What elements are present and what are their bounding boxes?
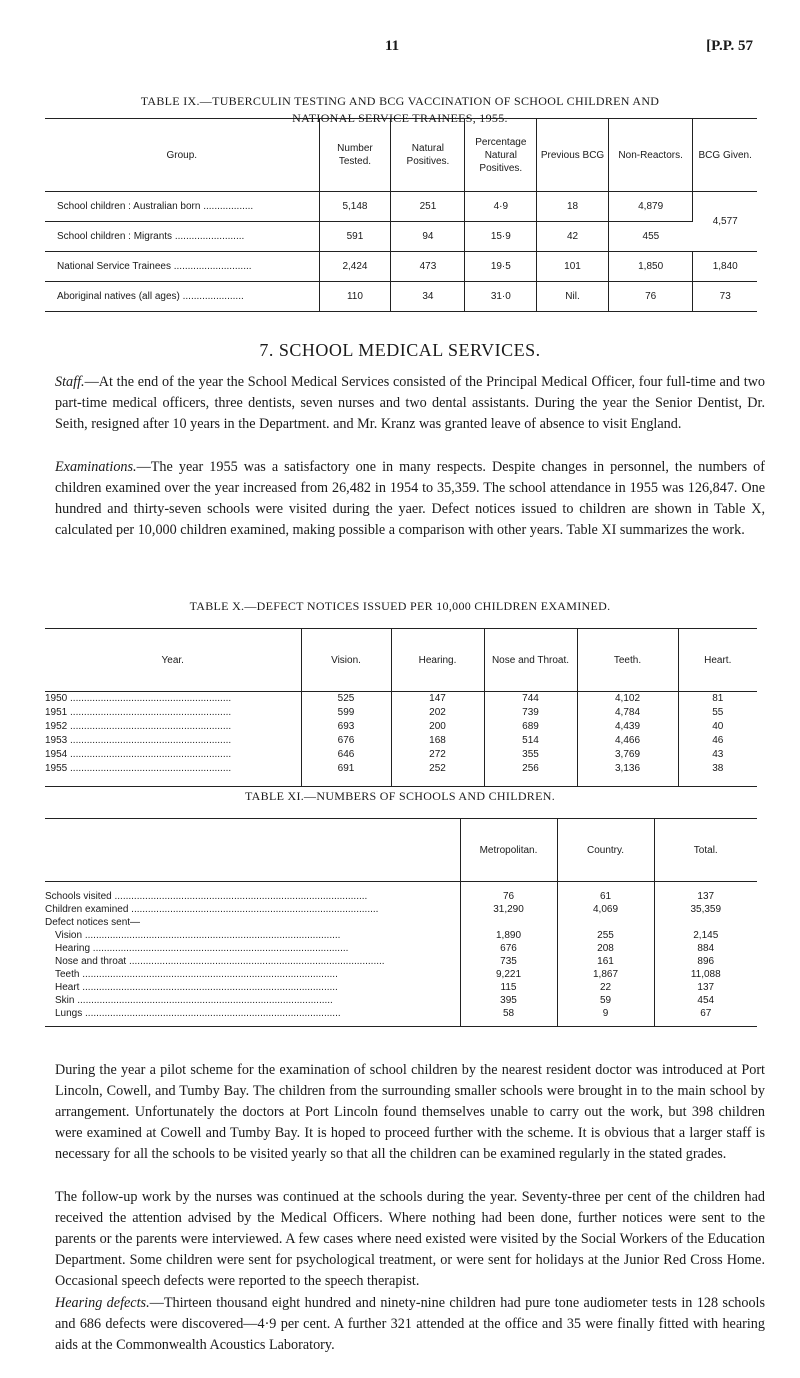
page-number: 11 xyxy=(385,38,400,54)
row-label: Heart ............................................................................................ xyxy=(45,981,460,994)
table-row xyxy=(45,903,757,916)
col-bcg-given: BCG Given. xyxy=(693,119,757,192)
follow-up-paragraph: The follow-up work by the nurses was continued at the schools during the year. Seventy-three per cent of the children had received the attention advised by the Medical Officers. Where nothing had been done, further notices were sent to the parents or the parents were interviewed. A few cases where need existed were visited by the Social Workers of the Education Department. Some children were sent for psychological treatment, or were sent for holidays at the Junior Red Cross Home. Occasional speech defects were reported to the speech therapist. xyxy=(55,1189,765,1289)
col-total: Total. xyxy=(654,819,757,882)
col-blank xyxy=(45,819,460,882)
row-label: 1953 .......................................................... xyxy=(45,734,301,748)
cell: 1,850 xyxy=(608,252,693,282)
cell: 31·0 xyxy=(465,282,537,312)
cell: 208 xyxy=(557,942,654,955)
cell: 646 xyxy=(301,748,391,762)
cell: 35,359 xyxy=(690,904,722,915)
row-label: Nose and throat ............................................................................................ xyxy=(45,955,460,968)
cell: 46 xyxy=(712,735,724,746)
col-previous-bcg: Previous BCG xyxy=(537,119,609,192)
table-ix-title: TABLE IX.—TUBERCULIN TESTING AND BCG VACCINATION OF SCHOOL CHILDREN AND NATIONAL SERVICE TRAINEES, 1955. xyxy=(140,94,660,125)
table-row xyxy=(45,734,757,748)
table-row xyxy=(45,994,757,1007)
cell: 735 xyxy=(460,955,557,968)
table-ix xyxy=(45,118,757,312)
staff-paragraph xyxy=(55,372,765,435)
examinations-text: —The year 1955 was a satisfactory one in many respects. Despite changes in personnel, the numbers of children examined over the year increased from 26,482 in 1954 to 35,359. The school attendance in 1955 was 126,847. One hundred and thirty-seven schools were visited during the yaer. Defect notices issued to children are shown in Table X, calculated per 10,000 children examined, making possible a comparison with other years. Table XI summarizes the work. xyxy=(55,459,765,538)
col-natural-positives: Natural Positives. xyxy=(391,119,465,192)
table-xi-title: TABLE XI.—NUMBERS OF SCHOOLS AND CHILDREN. xyxy=(245,789,555,803)
col-year: Year. xyxy=(45,629,301,692)
col-group: Group. xyxy=(45,119,319,192)
cell: 168 xyxy=(391,734,484,748)
cell: 31,290 xyxy=(460,903,557,916)
cell: 9,221 xyxy=(460,968,557,981)
cell xyxy=(460,916,557,929)
cell: 676 xyxy=(460,942,557,955)
cell: 19·5 xyxy=(465,252,537,282)
cell: 34 xyxy=(391,282,465,312)
cell: 4,102 xyxy=(577,692,678,707)
cell: 67 xyxy=(654,1007,757,1027)
cell: 59 xyxy=(557,994,654,1007)
cell: 591 xyxy=(319,222,391,252)
hearing-defects-text: —Thirteen thousand eight hundred and ninety-nine children had pure tone audiometer tests in 128 schools and 686 defects were discovered—4·9 per cent. A further 321 attended at the office and 35 were finally fitted with hearing aids at the Commonwealth Acoustics Laboratory. xyxy=(55,1295,765,1353)
hearing-defects-label: Hearing defects. xyxy=(55,1295,150,1311)
row-label: 1951 .......................................................... xyxy=(45,706,301,720)
paper-reference: [P.P. 57 xyxy=(706,38,753,54)
cell: 473 xyxy=(391,252,465,282)
col-metropolitan: Metropolitan. xyxy=(460,819,557,882)
cell: 4,439 xyxy=(577,720,678,734)
table-row xyxy=(45,222,757,252)
cell: 693 xyxy=(301,720,391,734)
row-label: Skin ............................................................................................ xyxy=(45,994,460,1007)
table-row xyxy=(45,748,757,762)
cell: 514 xyxy=(484,734,577,748)
col-heart: Heart. xyxy=(678,629,757,692)
table-row xyxy=(45,192,757,222)
cell: 272 xyxy=(391,748,484,762)
cell: 1,890 xyxy=(460,929,557,942)
cell: 137 xyxy=(697,982,715,993)
cell: 101 xyxy=(537,252,609,282)
cell: 691 xyxy=(301,762,391,787)
cell: 81 xyxy=(712,693,724,704)
table-row xyxy=(45,955,757,968)
cell: 3,769 xyxy=(577,748,678,762)
table-row xyxy=(45,929,757,942)
table-row xyxy=(45,942,757,955)
row-label: Teeth ............................................................................................ xyxy=(45,968,460,981)
cell: 58 xyxy=(460,1007,557,1027)
table-row xyxy=(45,762,757,787)
cell: 73 xyxy=(693,282,757,312)
row-label: School children : Migrants ......................... xyxy=(45,222,319,252)
row-label: Children examined ......................................................................................... xyxy=(45,903,460,916)
cell: 43 xyxy=(712,749,724,760)
cell: 2,424 xyxy=(319,252,391,282)
table-header-row xyxy=(45,629,757,692)
row-label: Vision ............................................................................................ xyxy=(45,929,460,942)
cell: 252 xyxy=(391,762,484,787)
table-row xyxy=(45,692,757,707)
col-number-tested: Number Tested. xyxy=(319,119,391,192)
cell: 599 xyxy=(301,706,391,720)
cell: 1,840 xyxy=(693,252,757,282)
cell: 38 xyxy=(678,762,757,787)
cell: 4,784 xyxy=(577,706,678,720)
pilot-scheme-paragraph: During the year a pilot scheme for the examination of school children by the nearest resident doctor was introduced at Port Lincoln, Cowell, and Tumby Bay. The children from the surrounding smaller schools were brought in to the main school by arrangement. Unfortunately the doctors at Port Lincoln found themselves unable to carry out the work, but 398 children were examined at Cowell and Tumby Bay. It is hoped to proceed further with the scheme. It is obvious that a larger staff is necessary for all the schools to be visited yearly so that all the children can be examined regularly in the stated grades. xyxy=(55,1062,765,1162)
cell: 18 xyxy=(537,192,609,222)
cell: 5,148 xyxy=(319,192,391,222)
table-x xyxy=(45,628,757,787)
table-x-title: TABLE X.—DEFECT NOTICES ISSUED PER 10,000 CHILDREN EXAMINED. xyxy=(189,599,611,613)
cell: 676 xyxy=(301,734,391,748)
cell: 3,136 xyxy=(577,762,678,787)
row-label: 1952 .......................................................... xyxy=(45,720,301,734)
table-row xyxy=(45,282,757,312)
cell: 15·9 xyxy=(465,222,537,252)
cell: 4,069 xyxy=(557,903,654,916)
cell: 1,867 xyxy=(557,968,654,981)
cell: 739 xyxy=(484,706,577,720)
cell: 355 xyxy=(484,748,577,762)
hearing-defects-paragraph xyxy=(55,1293,765,1356)
cell: 202 xyxy=(391,706,484,720)
table-row xyxy=(45,720,757,734)
col-hearing: Hearing. xyxy=(391,629,484,692)
row-label: Aboriginal natives (all ages) ...................... xyxy=(45,282,319,312)
row-label: 1954 .......................................................... xyxy=(45,748,301,762)
cell xyxy=(654,916,757,929)
staff-text: —At the end of the year the School Medical Services consisted of the Principal Medical Officer, four full-time and two part-time medical officers, three dentists, seven nurses and two dental assistants. During the year the Senior Dentist, Dr. Seith, resigned after 10 years in the Department. and Mr. Kranz was granted leave of absence to visit England. xyxy=(55,374,765,432)
table-row xyxy=(45,916,757,929)
cell: 161 xyxy=(557,955,654,968)
cell: 200 xyxy=(391,720,484,734)
table-row xyxy=(45,968,757,981)
cell: 61 xyxy=(557,882,654,904)
table-row xyxy=(45,981,757,994)
table-row xyxy=(45,1007,757,1027)
row-label: School children : Australian born .................. xyxy=(45,192,319,222)
row-label: Schools visited ........................................................................................... xyxy=(45,882,460,904)
cell: 22 xyxy=(557,981,654,994)
table-row xyxy=(45,882,757,904)
col-percentage: Percentage Natural Positives. xyxy=(465,119,537,192)
cell: 110 xyxy=(319,282,391,312)
section-heading: 7. SCHOOL MEDICAL SERVICES. xyxy=(259,340,541,360)
row-label: 1950 .......................................................... xyxy=(45,692,301,707)
table-header-row xyxy=(45,819,757,882)
cell: 744 xyxy=(484,692,577,707)
cell xyxy=(557,916,654,929)
cell: 525 xyxy=(301,692,391,707)
cell: 454 xyxy=(697,995,715,1006)
cell: 689 xyxy=(484,720,577,734)
cell: 42 xyxy=(537,222,609,252)
examinations-label: Examinations. xyxy=(55,459,137,475)
cell: 896 xyxy=(697,956,715,967)
cell: 251 xyxy=(391,192,465,222)
cell-bcg-merged: 4,577 xyxy=(693,192,757,252)
col-teeth: Teeth. xyxy=(577,629,678,692)
table-row xyxy=(45,706,757,720)
row-label: Defect notices sent— xyxy=(45,916,460,929)
col-non-reactors: Non-Reactors. xyxy=(608,119,693,192)
cell: 4,879 xyxy=(608,192,693,222)
cell: Nil. xyxy=(537,282,609,312)
cell: 40 xyxy=(712,721,724,732)
cell: 455 xyxy=(608,222,693,252)
cell: 115 xyxy=(460,981,557,994)
col-vision: Vision. xyxy=(301,629,391,692)
col-country: Country. xyxy=(557,819,654,882)
col-nose-throat: Nose and Throat. xyxy=(484,629,577,692)
row-label: Hearing ............................................................................................ xyxy=(45,942,460,955)
cell: 94 xyxy=(391,222,465,252)
table-row xyxy=(45,252,757,282)
table-header-row xyxy=(45,119,757,192)
cell: 11,088 xyxy=(690,969,721,980)
cell: 55 xyxy=(712,707,724,718)
cell: 884 xyxy=(697,943,715,954)
row-label: Lungs ............................................................................................ xyxy=(45,1007,460,1027)
staff-label: Staff. xyxy=(55,374,85,390)
cell: 147 xyxy=(391,692,484,707)
cell: 395 xyxy=(460,994,557,1007)
examinations-paragraph xyxy=(55,457,765,541)
row-label: 1955 .......................................................... xyxy=(45,762,301,787)
cell: 255 xyxy=(557,929,654,942)
cell: 9 xyxy=(557,1007,654,1027)
cell: 2,145 xyxy=(693,930,719,941)
cell: 76 xyxy=(460,882,557,904)
cell: 4,466 xyxy=(577,734,678,748)
cell: 4·9 xyxy=(465,192,537,222)
table-xi xyxy=(45,818,757,1027)
cell: 256 xyxy=(484,762,577,787)
cell: 76 xyxy=(608,282,693,312)
row-label: National Service Trainees ............................ xyxy=(45,252,319,282)
cell: 137 xyxy=(697,891,715,902)
